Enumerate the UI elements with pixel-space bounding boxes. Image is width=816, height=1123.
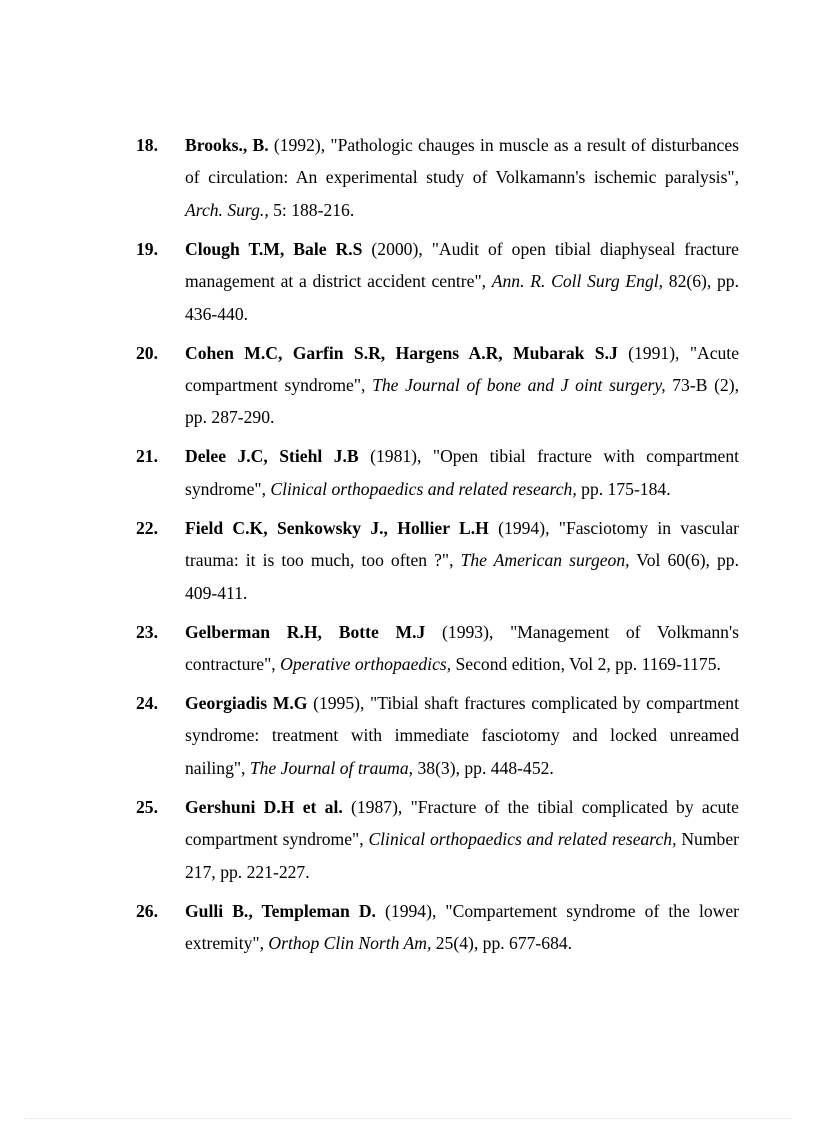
reference-details: pp. 175-184. [576, 478, 671, 499]
reference-details: 38(3), pp. 448-452. [413, 757, 554, 778]
reference-year-title: (1991), "Acute compartment syndrome", [185, 342, 740, 396]
reference-year-title: (1981), "Open tibial fracture with compartment syndrome", [185, 446, 740, 499]
reference-item [136, 895, 739, 960]
reference-number: 25. [136, 796, 158, 817]
reference-authors: Field C.K, Senkowsky J., Hollier L.H [185, 517, 489, 538]
reference-details: 25(4), pp. 677-684. [431, 933, 573, 954]
reference-journal: The American surgeon, [460, 550, 630, 571]
reference-item [136, 233, 739, 330]
reference-journal: Arch. Surg., [185, 199, 269, 220]
reference-year-title: (1994), "Compartement syndrome of the lower extremity", [185, 900, 740, 954]
reference-authors: Gershuni D.H et al. [185, 796, 343, 817]
reference-year-title: (1995), "Tibial shaft fractures complicated by compartment syndrome: treatment with immediate fasciotomy and locked unreamed nailing", [185, 693, 739, 778]
reference-year-title: (1993), "Management of Volkmann's contracture", [185, 621, 739, 675]
reference-item [136, 616, 739, 681]
page-bottom-divider [24, 1118, 792, 1119]
reference-journal: The Journal of trauma, [249, 757, 414, 778]
reference-details: Vol 60(6), pp. 409-411. [185, 550, 739, 603]
reference-authors: Cohen M.C, Garfin S.R, Hargens A.R, Mubarak S.J [185, 342, 618, 363]
reference-journal: Clinical orthopaedics and related research, [368, 829, 677, 850]
reference-details: Number 217, pp. 221-227. [185, 829, 739, 882]
reference-year-title: (2000), "Audit of open tibial diaphyseal fracture management at a district accident centre", [185, 238, 739, 292]
reference-journal: The Journal of bone and J oint surgery, [372, 375, 666, 396]
reference-authors: Gulli B., Templeman D. [185, 900, 376, 921]
reference-details: 82(6), pp. 436-440. [185, 271, 739, 324]
reference-number: 22. [136, 517, 158, 538]
reference-authors: Brooks., B. [185, 135, 269, 155]
reference-number: 18. [136, 135, 158, 155]
reference-number: 19. [136, 238, 158, 259]
reference-authors: Clough T.M, Bale R.S [185, 238, 363, 259]
reference-details: Second edition, Vol 2, pp. 1169-1175. [451, 654, 721, 675]
reference-number: 20. [136, 342, 158, 363]
reference-year-title: (1992), "Pathologic chauges in muscle as a result of disturbances of circulation: An experimental study of Volkamann's ischemic paralysis", [185, 135, 740, 188]
reference-item [136, 337, 739, 434]
reference-authors: Georgiadis M.G [185, 693, 308, 714]
reference-number: 26. [136, 900, 158, 921]
reference-details: 5: 188-216. [268, 199, 355, 220]
reference-item [136, 791, 739, 888]
reference-journal: Operative orthopaedics, [280, 654, 452, 675]
reference-journal: Clinical orthopaedics and related research, [270, 478, 577, 499]
reference-details: 73-B (2), pp. 287-290. [185, 375, 739, 428]
reference-journal: Orthop Clin North Am, [268, 933, 432, 954]
reference-journal: Ann. R. Coll Surg Engl, [491, 271, 664, 292]
reference-item [136, 129, 739, 226]
reference-item [136, 512, 739, 609]
reference-number: 24. [136, 693, 158, 714]
reference-item [136, 440, 739, 505]
reference-authors: Gelberman R.H, Botte M.J [185, 621, 426, 642]
reference-number: 21. [136, 446, 158, 467]
reference-number: 23. [136, 621, 158, 642]
reference-year-title: (1987), "Fracture of the tibial complicated by acute compartment syndrome", [185, 796, 739, 850]
reference-item [136, 687, 739, 784]
reference-list [136, 129, 739, 966]
reference-year-title: (1994), "Fasciotomy in vascular trauma: it is too much, too often ?", [185, 517, 739, 571]
reference-authors: Delee J.C, Stiehl J.B [185, 446, 359, 467]
